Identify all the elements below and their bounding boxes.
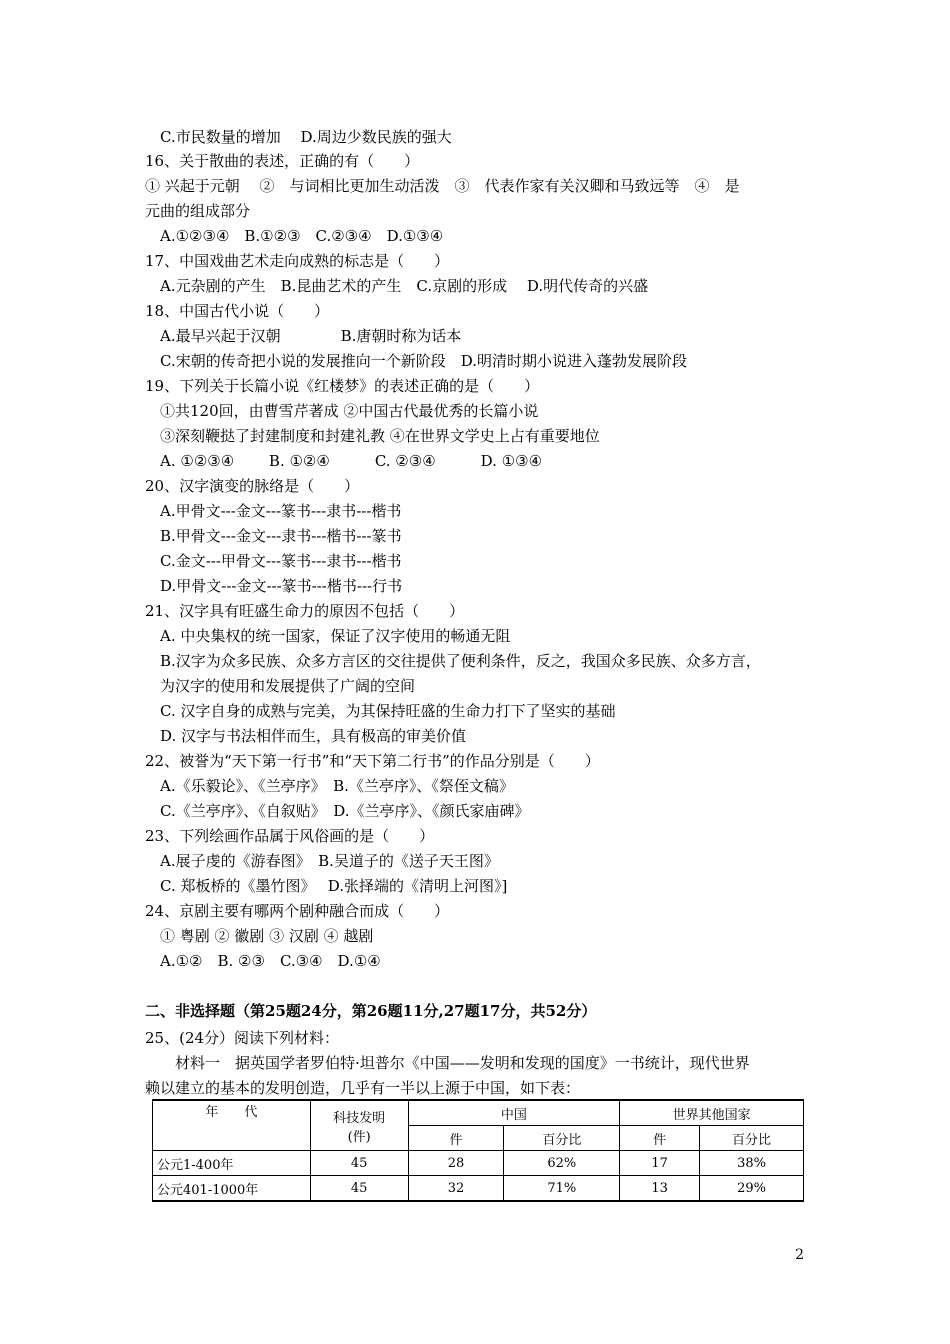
header-invention <box>310 1100 408 1151</box>
row-china-count: 28 <box>408 1151 504 1176</box>
text-line: D. 汉字与书法相伴而生，具有极高的审美价值 <box>160 727 467 745</box>
text-line: C.金文---甲骨文---篆书---隶书---楷书 <box>160 552 402 570</box>
text-line: 25、(24分）阅读下列材料： <box>145 1029 340 1047</box>
text-line: C.《兰亭序》、《自叙贴》 D.《兰亭序》、《颜氏家庙碑》 <box>160 802 530 820</box>
header-invention-label: 科技发明 <box>333 1110 386 1126</box>
text-line: A.元杂剧的产生 B.昆曲艺术的产生 C.京剧的形成 D.明代传奇的兴盛 <box>160 277 649 295</box>
row-other-count: 13 <box>620 1176 700 1202</box>
text-line: C.宋朝的传奇把小说的发展推向一个新阶段 D.明清时期小说进入蓬勃发展阶段 <box>160 352 687 370</box>
invention-statistics-table <box>152 1099 804 1202</box>
text-line: C.市民数量的增加 D.周边少数民族的强大 <box>160 128 452 146</box>
row-total: 45 <box>310 1176 408 1202</box>
text-line: 16、关于散曲的表述，正确的有（ ） <box>145 152 420 170</box>
header-china-percent: 百分比 <box>504 1126 620 1151</box>
row-china-percent: 62% <box>504 1151 620 1176</box>
text-line: ① 兴起于元朝 ② 与词相比更加生动活泼 ③ 代表作家有关汉卿和马致远等 ④ 是 <box>145 177 740 195</box>
text-line: A.最早兴起于汉朝 B.唐朝时称为话本 <box>160 327 462 345</box>
text-line: D.甲骨文---金文---篆书---楷书---行书 <box>160 577 403 595</box>
text-line: C. 汉字自身的成熟与完美，为其保持旺盛的生命力打下了坚实的基础 <box>160 702 616 720</box>
text-line: A. 中央集权的统一国家，保证了汉字使用的畅通无阻 <box>160 627 511 645</box>
row-total: 45 <box>310 1151 408 1176</box>
text-line: 二、非选择题（第25题24分，第26题11分,27题17分，共52分） <box>145 1002 597 1020</box>
text-line: 18、中国古代小说（ ） <box>145 302 330 320</box>
row-other-count: 17 <box>620 1151 700 1176</box>
text-line: 19、下列关于长篇小说《红楼梦》的表述正确的是（ ） <box>145 377 540 395</box>
row-china-count: 32 <box>408 1176 504 1202</box>
row-year: 公元1-400年 <box>153 1151 311 1176</box>
text-line: 材料一 据英国学者罗伯特·坦普尔《中国——发明和发现的国度》一书统计，现代世界 <box>175 1054 750 1072</box>
row-other-percent: 38% <box>700 1151 804 1176</box>
text-line: ③深刻鞭挞了封建制度和封建礼教 ④在世界文学史上占有重要地位 <box>160 427 600 445</box>
text-line: B.甲骨文---金文---隶书---楷书---篆书 <box>160 527 402 545</box>
text-line: 20、汉字演变的脉络是（ ） <box>145 477 360 495</box>
text-line: 为汉字的使用和发展提供了广阔的空间 <box>160 677 416 695</box>
row-other-percent: 29% <box>700 1176 804 1202</box>
header-china-count: 件 <box>408 1126 504 1151</box>
text-line: A.①②③④ B.①②③ C.②③④ D.①③④ <box>160 227 444 245</box>
text-line: ① 粤剧 ② 徽剧 ③ 汉剧 ④ 越剧 <box>160 927 374 945</box>
table-row <box>153 1176 804 1202</box>
text-line: A.《乐毅论》、《兰亭序》 B.《兰亭序》、《祭侄文稿》 <box>160 777 514 795</box>
text-line: 赖以建立的基本的发明创造，几乎有一半以上源于中国，如下表： <box>145 1079 581 1097</box>
text-line: 22、被誉为“天下第一行书”和“天下第二行书”的作品分别是（ ） <box>145 752 600 770</box>
text-line: 元曲的组成部分 <box>145 202 251 220</box>
header-other-percent: 百分比 <box>700 1126 804 1151</box>
text-line: ①共120回，由曹雪芹著成 ②中国古代最优秀的长篇小说 <box>160 402 539 420</box>
text-line: 23、下列绘画作品属于风俗画的是（ ） <box>145 827 435 845</box>
header-others: 世界其他国家 <box>620 1100 804 1126</box>
text-line: A.展子虔的《游春图》 B.吴道子的《送子天王图》 <box>160 852 499 870</box>
text-line: 17、中国戏曲艺术走向成熟的标志是（ ） <box>145 252 450 270</box>
row-year: 公元401-1000年 <box>153 1176 311 1202</box>
page-number: 2 <box>795 1247 804 1263</box>
row-china-percent: 71% <box>504 1176 620 1202</box>
header-invention-unit: (件) <box>347 1129 371 1145</box>
text-line: A. ①②③④ B. ①②④ C. ②③④ D. ①③④ <box>160 452 543 470</box>
text-line: 24、京剧主要有哪两个剧种融合而成（ ） <box>145 902 450 920</box>
header-year: 年 代 <box>153 1100 311 1151</box>
header-china: 中国 <box>408 1100 620 1126</box>
text-line: A.①② B. ②③ C.③④ D.①④ <box>160 952 381 970</box>
table-row <box>153 1151 804 1176</box>
text-line: A.甲骨文---金文---篆书---隶书---楷书 <box>160 502 402 520</box>
text-line: C. 郑板桥的《墨竹图》 D.张择端的《清明上河图》] <box>160 877 508 895</box>
text-line: 21、汉字具有旺盛生命力的原因不包括（ ） <box>145 602 465 620</box>
text-line: B.汉字为众多民族、众多方言区的交往提供了便利条件，反之，我国众多民族、众多方言， <box>160 652 761 670</box>
header-other-count: 件 <box>620 1126 700 1151</box>
